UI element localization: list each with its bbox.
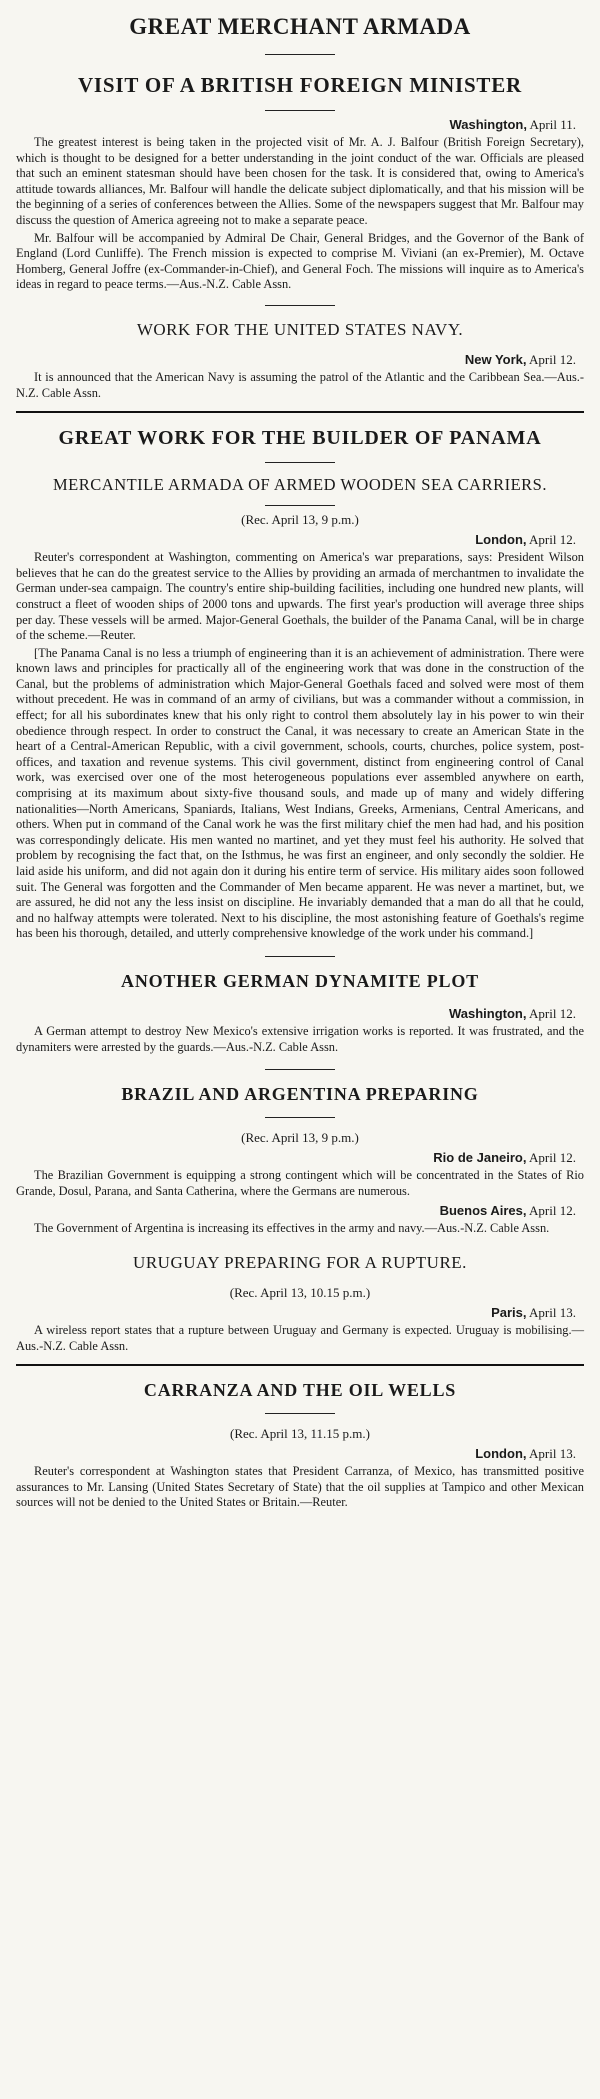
dateline-date: April 12. [529,1203,576,1219]
article-paragraph: Mr. Balfour will be accompanied by Admiral De Chair, General Bridges, and the Governor of the Bank of England (Lord Cunliffe). The French mission is expected to comprise M. Viviani (an ex-Premier), M. Octave Homberg, General Joffre (ex-Commander-in-Chief), and General Foch. The missions will inquire as to America's ideas in regard to peace terms.—Aus.-N.Z. Cable Assn. [16,230,584,292]
article-brazil-argentina [16,1084,584,1237]
article-us-navy [16,320,584,401]
article-paragraph: A wireless report states that a rupture between Uruguay and Germany is expected. Uruguay is mobilising.—Aus.-N.Z. Cable Assn. [16,1322,584,1353]
article-paragraph: It is announced that the American Navy is assuming the patrol of the Atlantic and the Caribbean Sea.—Aus.-N.Z. Cable Assn. [16,369,584,400]
article-paragraph: The greatest interest is being taken in the projected visit of Mr. A. J. Balfour (British Foreign Secretary), which is thought to be designed for a better understanding in the joint conduct of the war. Officials are pleased that such an eminent statesman should have been chosen for the task. It is considered that, owing to America's attitude towards alliances, Mr. Balfour will handle the delicate subject diplomatically, and that his mission will be the beginning of a series of conferences between the Allies. Some of the newspapers suggest that Mr. Balfour may discuss the question of America agreeing not to make a separate peace. [16,135,584,227]
dateline [16,117,584,133]
dateline [16,532,584,548]
article-heading: BRAZIL AND ARGENTINA PREPARING [121,1084,479,1105]
page-title: GREAT MERCHANT ARMADA [129,14,471,39]
dateline-place: London, [475,532,527,548]
section-divider [16,411,584,413]
dateline [16,1446,584,1462]
article-uruguay [16,1253,584,1354]
article-paragraph: The Government of Argentina is increasing its effectives in the army and navy.—Aus.-N.Z. Cable Assn. [34,1221,550,1236]
article-paragraph: The Brazilian Government is equipping a strong contingent which will be concentrated in the States of Rio Grande, Dosul, Parana, and Santa Catherina, where the Germans are numerous. [16,1168,584,1198]
dateline-place: New York, [464,351,527,367]
article-dynamite-plot [16,971,584,1055]
divider [265,956,335,957]
dateline [16,1150,584,1166]
article-heading: VISIT OF A BRITISH FOREIGN MINISTER [77,73,523,97]
dateline [16,1203,584,1219]
article-heading: ANOTHER GERMAN DYNAMITE PLOT [121,970,479,991]
dateline-place: Washington, [448,1005,527,1021]
divider [265,54,335,55]
divider [265,1069,335,1070]
article-heading: GREAT WORK FOR THE BUILDER OF PANAMA [58,427,542,450]
dateline-date: April 13. [529,1304,576,1320]
dateline-place: Washington, [449,117,527,132]
divider [265,462,335,463]
received-note: (Rec. April 13, 11.15 p.m.) [230,1426,370,1442]
article-heading: CARRANZA AND THE OIL WELLS [143,1380,457,1401]
article-british-minister [16,73,584,293]
divider [265,110,335,111]
dateline-date: April 13. [529,1446,576,1462]
divider [265,1413,335,1414]
dateline [16,1006,584,1022]
dateline-date: April 12. [529,532,576,548]
dateline-place: Paris, [491,1304,527,1320]
dateline-place: Buenos Aires, [439,1203,527,1219]
article-paragraph: [The Panama Canal is no less a triumph of engineering than it is an achievement of administration. There were known laws and principles for practically all of the engineering work that was done in the construction of the Canal, but the problems of administration which Major-General Goethals faced and solved were most of them without precedent. He was in command of an army of civilians, but was a commander without a commission, in effect; for all his subordinates knew that his only right to control them absolutely lay in his power to win their obedience through respect. In order to construct the Canal, it was necessary to create an American State in the heart of a Central-American Republic, with a civil government, schools, courts, churches, police system, post-offices, and taxation and revenue systems. This civil government, distinct from engineering control of Canal work, was exercised over one of the most heterogeneous populations ever assembled anywhere on earth, comprising at its maximum about sixty-five thousand souls, and made up of many and widely differing nationalities—North Americans, Spaniards, Italians, West Indians, Greeks, Armenians, Central Americans, and others. When put in command of the Canal work he was the first military chief the men had had, and his position was correspondingly delicate. His men wanted no martinet, and yet they must feel his authority. He solved that problem by recognising the fact that, on the Isthmus, he was first an engineer, and only secondly the soldier. He laid aside his uniform, and did not again don it during his entire term of service. His military aides soon followed suit. The General was forgotten and the Commander of Men became apparent. He was never a martinet, but, we are assured, he did not any the less insist on discipline. He invariably demanded that a man do all that he could, and no halfway attempts were tolerated. Next to his discipline, the most astonishing feature of Goethals's regime has been his thorough, detailed, and utterly comprehensive knowledge of the work under his command.] [16,645,584,941]
article-paragraph: Reuter's correspondent at Washington, commenting on America's war preparations, says: President Wilson believes that he can do the greatest service to the Allies by providing an armada of merchantmen to invalidate the German under-sea campaign. The country's entire ship-building facilities, including one hundred new plants, will construct a fleet of wooden ships of 2000 tons and upwards. The first year's production will average three ships per day. These vessels will be armed. Major-General Goethals, the builder of the Panama Canal, will be in charge of the scheme.—Reuter. [16,550,584,643]
divider [265,305,335,306]
dateline-date: April 12. [529,351,576,367]
dateline-place: London, [475,1446,527,1462]
received-note: (Rec. April 13, 9 p.m.) [241,1130,359,1146]
section-divider [16,1364,584,1366]
article-heading: WORK FOR THE UNITED STATES NAVY. [136,319,464,339]
article-paragraph: Reuter's correspondent at Washington states that President Carranza, of Mexico, has transmitted positive assurances to Mr. Lansing (United States Secretary of State) that the oil supplies at Tampico and other Mexican sources will not be denied to the United States or Britain.—Reuter. [16,1464,584,1510]
dateline-date: April 12. [529,1005,576,1021]
received-note: (Rec. April 13, 9 p.m.) [241,512,359,528]
dateline-place: Rio de Janeiro, [433,1150,527,1166]
divider [265,1117,335,1118]
article-subheading: MERCANTILE ARMADA OF ARMED WOODEN SEA CARRIERS. [53,475,547,495]
article-builder-of-panama [16,427,584,942]
dateline-date: April 11. [529,117,576,132]
dateline [16,352,584,368]
article-carranza [16,1380,584,1511]
dateline [16,1305,584,1321]
article-paragraph: A German attempt to destroy New Mexico's extensive irrigation works is reported. It was frustrated, and the dynamiters were arrested by the guards.—Aus.-N.Z. Cable Assn. [16,1023,584,1054]
divider [265,505,335,506]
received-note: (Rec. April 13, 10.15 p.m.) [229,1284,371,1300]
dateline-date: April 12. [529,1150,576,1166]
article-heading: URUGUAY PREPARING FOR A RUPTURE. [133,1252,467,1272]
